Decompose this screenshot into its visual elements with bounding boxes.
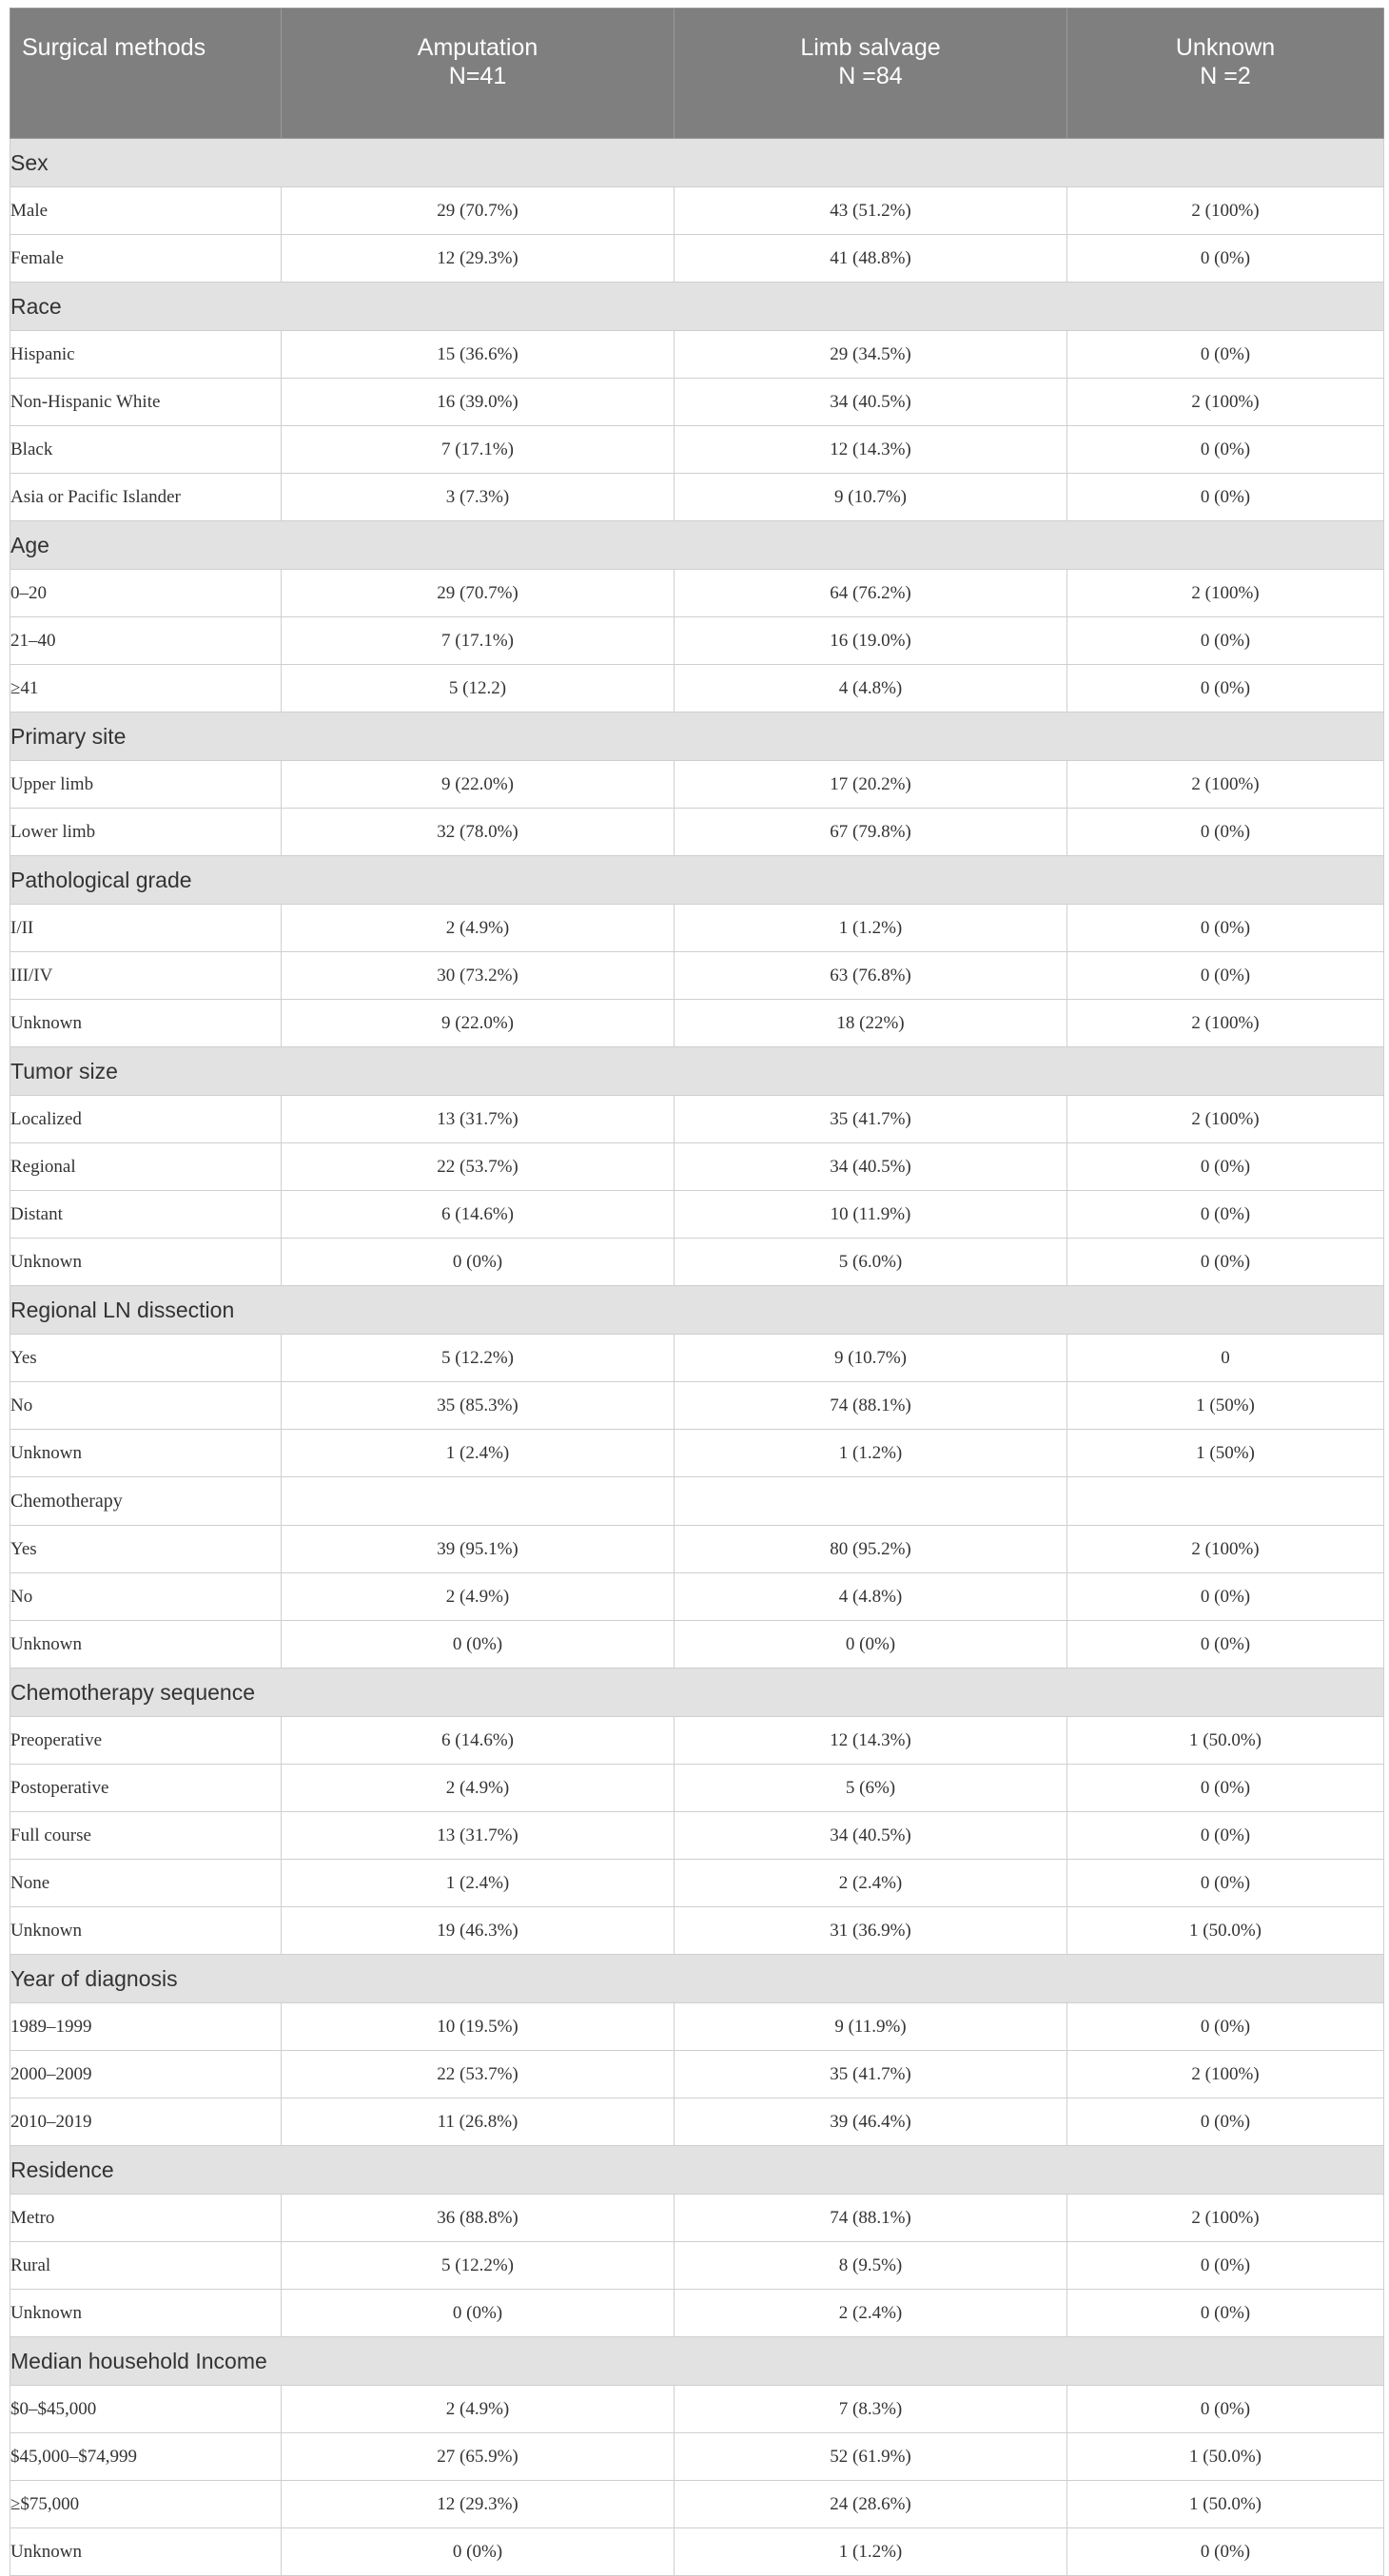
unknown-value: 2 (100%) [1067, 761, 1384, 809]
limb-salvage-value: 0 (0%) [675, 1621, 1067, 1669]
limb-salvage-value: 29 (34.5%) [675, 331, 1067, 379]
amputation-value: 27 (65.9%) [282, 2433, 675, 2481]
table-row [10, 1191, 1384, 1239]
section-title: Chemotherapy sequence [10, 1669, 1384, 1717]
table-row [10, 809, 1384, 856]
limb-salvage-value: 2 (2.4%) [675, 2290, 1067, 2337]
section-row [10, 1955, 1384, 2003]
table-row [10, 331, 1384, 379]
unknown-value: 2 (100%) [1067, 1526, 1384, 1573]
unknown-value: 0 [1067, 1335, 1384, 1382]
table-row [10, 905, 1384, 952]
amputation-value: 2 (4.9%) [282, 1765, 675, 1812]
row-label: Unknown [10, 1621, 282, 1669]
table-row [10, 2386, 1384, 2433]
section-title: Median household Income [10, 2337, 1384, 2386]
unknown-value: 0 (0%) [1067, 905, 1384, 952]
section-row [10, 1286, 1384, 1335]
amputation-value: 1 (2.4%) [282, 1430, 675, 1477]
section-title: Pathological grade [10, 856, 1384, 905]
amputation-value: 7 (17.1%) [282, 617, 675, 665]
amputation-value: 9 (22.0%) [282, 761, 675, 809]
amputation-value: 16 (39.0%) [282, 379, 675, 426]
table-row [10, 1621, 1384, 1669]
unknown-value: 2 (100%) [1067, 2051, 1384, 2098]
row-label: Rural [10, 2242, 282, 2290]
limb-salvage-value: 10 (11.9%) [675, 1191, 1067, 1239]
amputation-value: 7 (17.1%) [282, 426, 675, 474]
row-label: $0–$45,000 [10, 2386, 282, 2433]
row-label: Unknown [10, 1000, 282, 1047]
unknown-value: 2 (100%) [1067, 187, 1384, 235]
amputation-value: 2 (4.9%) [282, 905, 675, 952]
unknown-value: 0 (0%) [1067, 1812, 1384, 1860]
table-row [10, 1430, 1384, 1477]
limb-salvage-value: 35 (41.7%) [675, 1096, 1067, 1143]
amputation-value: 15 (36.6%) [282, 331, 675, 379]
limb-salvage-value: 31 (36.9%) [675, 1907, 1067, 1955]
amputation-value: 2 (4.9%) [282, 2386, 675, 2433]
unknown-value: 0 (0%) [1067, 2528, 1384, 2576]
unknown-value: 1 (50.0%) [1067, 1717, 1384, 1765]
limb-salvage-value: 34 (40.5%) [675, 379, 1067, 426]
table-body [10, 139, 1384, 2576]
unknown-value: 0 (0%) [1067, 1765, 1384, 1812]
unknown-value: 0 (0%) [1067, 1621, 1384, 1669]
limb-salvage-value: 7 (8.3%) [675, 2386, 1067, 2433]
limb-salvage-value: 9 (10.7%) [675, 1335, 1067, 1382]
limb-salvage-value: 12 (14.3%) [675, 1717, 1067, 1765]
header-unknown [1067, 9, 1384, 139]
limb-salvage-value: 35 (41.7%) [675, 2051, 1067, 2098]
row-label: None [10, 1860, 282, 1907]
section-row [10, 139, 1384, 187]
table-row [10, 1335, 1384, 1382]
amputation-value: 22 (53.7%) [282, 2051, 675, 2098]
row-label: Non-Hispanic White [10, 379, 282, 426]
header-unknown-name: Unknown [1175, 34, 1276, 61]
unknown-value: 0 (0%) [1067, 2003, 1384, 2051]
amputation-value: 36 (88.8%) [282, 2195, 675, 2242]
row-label: III/IV [10, 952, 282, 1000]
amputation-value: 32 (78.0%) [282, 809, 675, 856]
section-title: Race [10, 283, 1384, 331]
amputation-value: 6 (14.6%) [282, 1717, 675, 1765]
limb-salvage-value: 8 (9.5%) [675, 2242, 1067, 2290]
table-row [10, 952, 1384, 1000]
limb-salvage-value: 4 (4.8%) [675, 1573, 1067, 1621]
table-row [10, 1526, 1384, 1573]
limb-salvage-value: 64 (76.2%) [675, 570, 1067, 617]
row-label: No [10, 1573, 282, 1621]
table-row [10, 187, 1384, 235]
unknown-value: 2 (100%) [1067, 570, 1384, 617]
amputation-value: 5 (12.2%) [282, 2242, 675, 2290]
row-label: Yes [10, 1526, 282, 1573]
row-label: Asia or Pacific Islander [10, 474, 282, 521]
unknown-value: 0 (0%) [1067, 1573, 1384, 1621]
limb-salvage-value: 1 (1.2%) [675, 905, 1067, 952]
limb-salvage-value: 1 (1.2%) [675, 2528, 1067, 2576]
limb-salvage-value: 43 (51.2%) [675, 187, 1067, 235]
row-label: Unknown [10, 1430, 282, 1477]
section-row [10, 1047, 1384, 1096]
amputation-value: 22 (53.7%) [282, 1143, 675, 1191]
limb-salvage-value: 16 (19.0%) [675, 617, 1067, 665]
limb-salvage-value: 39 (46.4%) [675, 2098, 1067, 2146]
section-row [10, 2337, 1384, 2386]
amputation-value: 12 (29.3%) [282, 2481, 675, 2528]
unknown-value: 1 (50.0%) [1067, 2433, 1384, 2481]
unknown-value: 0 (0%) [1067, 1860, 1384, 1907]
header-amputation-name: Amputation [417, 34, 538, 61]
unknown-value: 0 (0%) [1067, 1143, 1384, 1191]
section-title: Regional LN dissection [10, 1286, 1384, 1335]
amputation-value: 0 (0%) [282, 1239, 675, 1286]
amputation-value: 35 (85.3%) [282, 1382, 675, 1430]
table-row [10, 379, 1384, 426]
header-limb-salvage-n: N =84 [838, 63, 903, 89]
unknown-value: 0 (0%) [1067, 474, 1384, 521]
unknown-value: 0 (0%) [1067, 1191, 1384, 1239]
table-row [10, 1096, 1384, 1143]
unknown-value: 0 (0%) [1067, 331, 1384, 379]
amputation-value: 19 (46.3%) [282, 1907, 675, 1955]
section-title: Sex [10, 139, 1384, 187]
section-title: Residence [10, 2146, 1384, 2195]
table-row [10, 1860, 1384, 1907]
amputation-value: 29 (70.7%) [282, 570, 675, 617]
table-row [10, 2290, 1384, 2337]
unknown-value: 0 (0%) [1067, 809, 1384, 856]
amputation-value: 10 (19.5%) [282, 2003, 675, 2051]
row-label: I/II [10, 905, 282, 952]
limb-salvage-value: 1 (1.2%) [675, 1430, 1067, 1477]
empty-cell [675, 1477, 1067, 1526]
unknown-value: 0 (0%) [1067, 2242, 1384, 2290]
limb-salvage-value: 74 (88.1%) [675, 1382, 1067, 1430]
amputation-value: 11 (26.8%) [282, 2098, 675, 2146]
empty-cell [282, 1477, 675, 1526]
unknown-value: 1 (50%) [1067, 1430, 1384, 1477]
row-label: 1989–1999 [10, 2003, 282, 2051]
limb-salvage-value: 4 (4.8%) [675, 665, 1067, 712]
amputation-value: 29 (70.7%) [282, 187, 675, 235]
row-label: Yes [10, 1335, 282, 1382]
row-label: No [10, 1382, 282, 1430]
section-row [10, 2146, 1384, 2195]
amputation-value: 12 (29.3%) [282, 235, 675, 283]
limb-salvage-value: 5 (6.0%) [675, 1239, 1067, 1286]
row-label: $45,000–$74,999 [10, 2433, 282, 2481]
table-row [10, 2195, 1384, 2242]
table-row [10, 235, 1384, 283]
table-row [10, 570, 1384, 617]
limb-salvage-value: 74 (88.1%) [675, 2195, 1067, 2242]
unknown-value: 0 (0%) [1067, 2386, 1384, 2433]
amputation-value: 3 (7.3%) [282, 474, 675, 521]
section-title: Primary site [10, 712, 1384, 761]
amputation-value: 0 (0%) [282, 1621, 675, 1669]
row-label: Male [10, 187, 282, 235]
row-label: Postoperative [10, 1765, 282, 1812]
unknown-value: 0 (0%) [1067, 665, 1384, 712]
amputation-value: 2 (4.9%) [282, 1573, 675, 1621]
row-label: Metro [10, 2195, 282, 2242]
section-title: Chemotherapy [10, 1477, 282, 1526]
amputation-value: 0 (0%) [282, 2528, 675, 2576]
amputation-value: 1 (2.4%) [282, 1860, 675, 1907]
unknown-value: 0 (0%) [1067, 1239, 1384, 1286]
row-label: 2000–2009 [10, 2051, 282, 2098]
limb-salvage-value: 41 (48.8%) [675, 235, 1067, 283]
amputation-value: 0 (0%) [282, 2290, 675, 2337]
unknown-value: 1 (50%) [1067, 1382, 1384, 1430]
table-row [10, 2051, 1384, 2098]
row-label: Localized [10, 1096, 282, 1143]
table-row [10, 426, 1384, 474]
limb-salvage-value: 63 (76.8%) [675, 952, 1067, 1000]
table-row [10, 2528, 1384, 2576]
section-title: Year of diagnosis [10, 1955, 1384, 2003]
amputation-value: 39 (95.1%) [282, 1526, 675, 1573]
row-label: 21–40 [10, 617, 282, 665]
table-row [10, 1907, 1384, 1955]
row-label: Hispanic [10, 331, 282, 379]
limb-salvage-value: 34 (40.5%) [675, 1812, 1067, 1860]
table-row [10, 1812, 1384, 1860]
unknown-value: 0 (0%) [1067, 235, 1384, 283]
header-amputation-n: N=41 [448, 63, 507, 89]
row-label: ≥$75,000 [10, 2481, 282, 2528]
amputation-value: 9 (22.0%) [282, 1000, 675, 1047]
header-row [10, 9, 1384, 139]
header-unknown-n: N =2 [1200, 63, 1251, 89]
amputation-value: 6 (14.6%) [282, 1191, 675, 1239]
unknown-value: 1 (50.0%) [1067, 1907, 1384, 1955]
limb-salvage-value: 5 (6%) [675, 1765, 1067, 1812]
row-label: Full course [10, 1812, 282, 1860]
section-row [10, 712, 1384, 761]
row-label: Distant [10, 1191, 282, 1239]
characteristics-table [10, 8, 1384, 2576]
header-limb-salvage-name: Limb salvage [800, 34, 941, 61]
section-row [10, 1477, 1384, 1526]
table-row [10, 1000, 1384, 1047]
section-row [10, 1669, 1384, 1717]
row-label: Unknown [10, 2528, 282, 2576]
amputation-value: 13 (31.7%) [282, 1096, 675, 1143]
table-row [10, 665, 1384, 712]
row-label: 0–20 [10, 570, 282, 617]
row-label: Unknown [10, 1907, 282, 1955]
limb-salvage-value: 2 (2.4%) [675, 1860, 1067, 1907]
limb-salvage-value: 9 (10.7%) [675, 474, 1067, 521]
section-row [10, 283, 1384, 331]
unknown-value: 0 (0%) [1067, 617, 1384, 665]
row-label: Unknown [10, 2290, 282, 2337]
unknown-value: 2 (100%) [1067, 1000, 1384, 1047]
row-label: Preoperative [10, 1717, 282, 1765]
amputation-value: 30 (73.2%) [282, 952, 675, 1000]
table-row [10, 2481, 1384, 2528]
row-label: ≥41 [10, 665, 282, 712]
limb-salvage-value: 18 (22%) [675, 1000, 1067, 1047]
limb-salvage-value: 17 (20.2%) [675, 761, 1067, 809]
header-amputation [282, 9, 675, 139]
table-row [10, 2242, 1384, 2290]
unknown-value: 0 (0%) [1067, 2290, 1384, 2337]
limb-salvage-value: 52 (61.9%) [675, 2433, 1067, 2481]
limb-salvage-value: 9 (11.9%) [675, 2003, 1067, 2051]
table-row [10, 761, 1384, 809]
header-limb-salvage [675, 9, 1067, 139]
amputation-value: 5 (12.2%) [282, 1335, 675, 1382]
row-label: Female [10, 235, 282, 283]
limb-salvage-value: 24 (28.6%) [675, 2481, 1067, 2528]
row-label: Black [10, 426, 282, 474]
unknown-value: 0 (0%) [1067, 2098, 1384, 2146]
limb-salvage-value: 12 (14.3%) [675, 426, 1067, 474]
limb-salvage-value: 80 (95.2%) [675, 1526, 1067, 1573]
row-label: Unknown [10, 1239, 282, 1286]
limb-salvage-value: 67 (79.8%) [675, 809, 1067, 856]
section-row [10, 856, 1384, 905]
table-row [10, 1382, 1384, 1430]
unknown-value: 2 (100%) [1067, 2195, 1384, 2242]
section-row [10, 521, 1384, 570]
table-row [10, 2098, 1384, 2146]
row-label: Upper limb [10, 761, 282, 809]
amputation-value: 5 (12.2) [282, 665, 675, 712]
amputation-value: 13 (31.7%) [282, 1812, 675, 1860]
unknown-value: 0 (0%) [1067, 426, 1384, 474]
table-row [10, 1143, 1384, 1191]
section-title: Tumor size [10, 1047, 1384, 1096]
header-surgical-methods: Surgical methods [10, 9, 282, 139]
unknown-value: 0 (0%) [1067, 952, 1384, 1000]
table-row [10, 617, 1384, 665]
table-row [10, 1765, 1384, 1812]
unknown-value: 2 (100%) [1067, 379, 1384, 426]
table-row [10, 1573, 1384, 1621]
unknown-value: 1 (50.0%) [1067, 2481, 1384, 2528]
table-row [10, 2433, 1384, 2481]
row-label: 2010–2019 [10, 2098, 282, 2146]
table-row [10, 1239, 1384, 1286]
table-row [10, 2003, 1384, 2051]
unknown-value: 2 (100%) [1067, 1096, 1384, 1143]
table-row [10, 474, 1384, 521]
row-label: Lower limb [10, 809, 282, 856]
limb-salvage-value: 34 (40.5%) [675, 1143, 1067, 1191]
table-row [10, 1717, 1384, 1765]
empty-cell [1067, 1477, 1384, 1526]
row-label: Regional [10, 1143, 282, 1191]
section-title: Age [10, 521, 1384, 570]
